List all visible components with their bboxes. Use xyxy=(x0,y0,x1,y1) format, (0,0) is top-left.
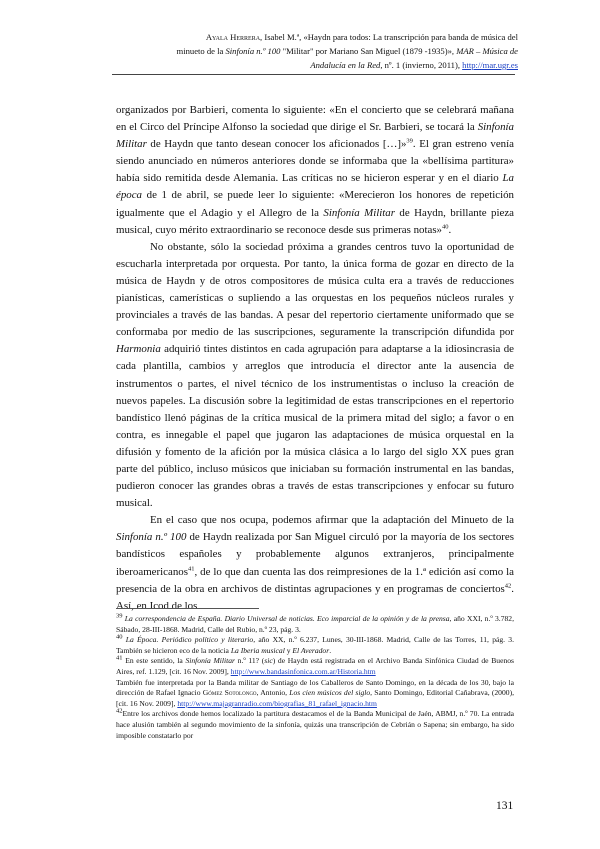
running-header xyxy=(98,30,518,72)
footnote-41-link[interactable]: http://www.bandasinfonica.com.ar/Historia.htm xyxy=(230,666,376,676)
footnote-ref-41[interactable]: 41 xyxy=(187,564,195,572)
header-line-3: Andalucía en la Red, nº. 1 (invierno, 2011), http://mar.ugr.es xyxy=(310,60,518,70)
header-line-2: minueto de la Sinfonía n.º 100 "Militar" por Mariano San Miguel (1879 -1935)», MAR – Música de xyxy=(176,46,518,56)
header-author-surname: Ayala Herrera xyxy=(205,32,261,42)
footnote-ref-40[interactable]: 40 xyxy=(442,223,449,231)
page-number: 131 xyxy=(496,800,514,812)
footnotes xyxy=(116,614,514,741)
paragraph-1: organizados por Barbieri, comenta lo siguiente: «En el concierto que se celebrará mañana en el Circo del Príncipe Alfonso la sociedad que dirige el Sr. Barbieri, se tocará la Sinfonía Militar de Haydn que tanto desean conocer los aficionados […]»$^{39}$. El gran estreno venía siendo anunciado en números anteriores donde se informaba que la «bellísima partitura» había sido remitida desde Alemania. Las críticas no se hicieron esperar y en el diario La época de 1 de abril, se puede leer lo siguiente: «Merecieron los honores de repetición igualmente que el Adagio y el Allegro de la Sinfonía Militar de Haydn, brillante pieza musical, cuyo mérito extraordinario se reconoce desde sus primeras notas»$^{40}$. xyxy=(116,104,514,236)
footnote-rule xyxy=(116,608,259,609)
footnote-40: $^{40}$ La Época. Periódico político y literario, año XX, n.º 6.237, Lunes, 30-III-1868. Madrid, Calle de las Torres, 11, pág. 3. También se hicieron eco de la noticia La Iberia musical y El Averador. xyxy=(116,633,514,655)
body-text xyxy=(116,102,514,615)
paragraph-3: En el caso que nos ocupa, podemos afirmar que la adaptación del Minueto de la Sinfonía n.º 100 de Haydn realizada por San Miguel circuló por la mayoría de los sectores bandísticos españoles y probablemente algunos extranjeros, principalmente iberoamericanos$^{41}$, de lo que dan cuenta las dos reimpresiones de la 1.ª edición así como la presencia de la obra en archivos de distintas agrupaciones y en programas de conciertos$^{42}$. Así, en Icod de los xyxy=(116,514,514,612)
footnote-ref-39[interactable]: 39 xyxy=(406,137,413,145)
header-rule xyxy=(112,74,515,75)
footnote-41-continued: También fue interpretada por la Banda militar de Santiago de los Caballeros de Santo Domingo, en la década de los 30, bajo la dirección de Rafael Ignacio Gómez Sotolongo, Antonio, Los cien músicos del siglo, Santo Domingo, Editorial Cañabrava, (2000), [cit. 16 Nov. 2009], http://www.majagranradio.com/biografias_81_rafael_ignacio.htm xyxy=(116,677,514,708)
footnote-42: $^{42}$Entre los archivos donde hemos localizado la partitura destacamos el de la Banda Municipal de Jaén, ABMJ, n.º 70. La entrada hace alusión también al segundo movimiento de la sinfonía, quizás una transcripción de Cebrián o Sapena; sin embargo, ha sido imposible constatarlo por xyxy=(116,707,514,740)
header-journal-link[interactable]: http://mar.ugr.es xyxy=(462,60,518,70)
header-line-1: Ayala Herrera, Isabel M.ª, «Haydn para todos: La transcripción para banda de música del xyxy=(205,32,518,42)
footnote-41b-link[interactable]: http://www.majagranradio.com/biografias_81_rafael_ignacio.htm xyxy=(177,698,377,708)
footnote-ref-42[interactable]: 42 xyxy=(504,582,512,589)
footnote-41: $^{41}$ En este sentido, la Sinfonía Militar n.º 11? (sic) de Haydn está registrada en el Archivo Banda Sinfónica Ciudad de Buenos Aires, ref. 1.129, [cit. 16 Nov. 2009], http://www.bandasinfonica.com.ar/Historia.htm xyxy=(116,654,514,676)
footnote-39: $^{39}$ La correspondencia de España. Diario Universal de noticias. Eco imparcial de la opinión y de la prensa, año XXI, n.º 3.782, Sábado, 28-III-1868. Madrid, Calle del Rubio, n.º 23, pág. 3. xyxy=(116,612,514,634)
paragraph-2: No obstante, sólo la sociedad próxima a grandes centros tuvo la oportunidad de escucharla interpretada por orquesta. Por tanto, la única forma de gozar en directo de la música de Haydn y de otros compositores de música culta era a través de reducciones pianísticas, camerísticas o supliendo a las orquestas en los pequeños núcleos rurales y provinciales a través de las bandas. A pesar del repertorio ciertamente uniformado que se conformaba por medio de las suscripciones, seguramente la transcripción difundida por Harmonia adquirió tintes distintos en cada agrupación para adaptarse a la idiosincrasia de cada plantilla, cambios y arreglos que introducía el director ante la ausencia de instrumentos o partes, el nivel técnico de los instrumentistas o incluso la creación de nuevos papeles. La discusión sobre la legitimidad de estas transcripciones en el repertorio bandístico llenó páginas de la crítica musical de la primera mitad del siglo; a favor o en contra, es innegable el papel que jugaron las adaptaciones de música orquestal en la difusión y fomento de la afición por la música clásica a lo largo del siglo XX pues gran parte del público, incluso músicos que iniciaban su formación instrumental en las bandas, pudieron conocer las grandes obras a través de estas transcripciones y enfocar su futuro musical. xyxy=(116,240,514,510)
